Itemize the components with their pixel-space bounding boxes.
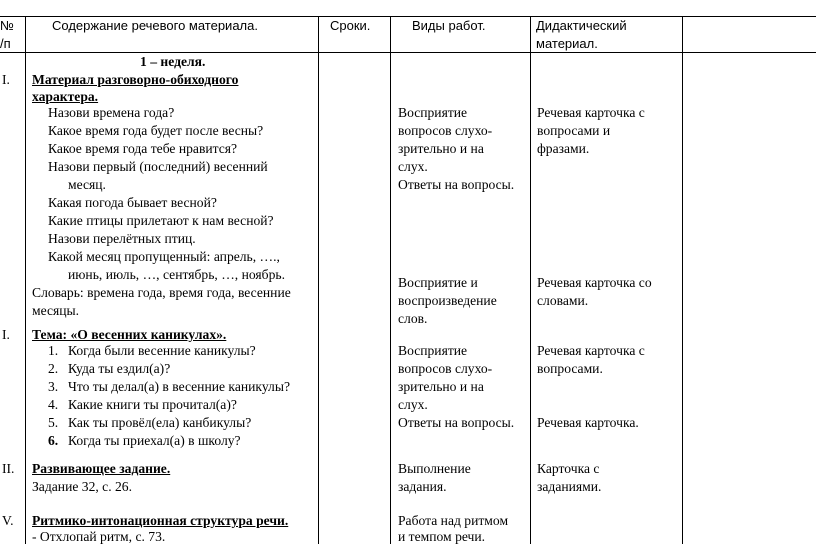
material-line: Карточка с xyxy=(537,461,600,476)
vocabulary-line-1: Словарь: времена года, время года, весенние xyxy=(32,285,291,300)
material-line: фразами. xyxy=(537,141,590,156)
list-item: 6. Когда ты приехал(а) в школу? xyxy=(48,433,241,448)
section4-task: - Отхлопай ритм, с. 73. xyxy=(32,529,166,544)
header-work: Виды работ. xyxy=(412,18,486,33)
work-type-line: зрительно и на xyxy=(398,379,484,394)
material-line: словами. xyxy=(537,293,589,308)
work-type-line: вопросов слухо- xyxy=(398,123,493,138)
work-type-line: Восприятие xyxy=(398,105,468,120)
section1-title-1: Материал разговорно-обиходного xyxy=(32,72,239,87)
section2-title: Тема: «О весенних каникулах». xyxy=(32,327,227,342)
section4-roman: V. xyxy=(2,513,14,528)
material-line: Речевая карточка с xyxy=(537,343,645,358)
question-line: Какая погода бывает весной? xyxy=(48,195,217,210)
work-type-line: Ответы на вопросы. xyxy=(398,415,515,430)
work-type-line: Выполнение xyxy=(398,461,471,476)
question-line: Какое время года тебе нравится? xyxy=(48,141,238,156)
material-line: Речевая карточка со xyxy=(537,275,652,290)
column-divider-3 xyxy=(390,16,391,544)
work-type-line: слух. xyxy=(398,397,428,412)
question-line: Назови перелётных птиц. xyxy=(48,231,196,246)
header-num: № xyxy=(0,18,14,33)
list-item: 2. Куда ты ездил(а)? xyxy=(48,361,171,376)
work-type-line: воспроизведение xyxy=(398,293,497,308)
work-type-line: слух. xyxy=(398,159,428,174)
header-num-2: /п xyxy=(0,36,11,51)
work-type-line: Работа над ритмом xyxy=(398,513,509,528)
week-heading: 1 – неделя. xyxy=(140,54,206,69)
work-type-line: слов. xyxy=(398,311,428,326)
question-line: месяц. xyxy=(68,177,106,192)
material-line: заданиями. xyxy=(537,479,602,494)
question-line: Какое время года будет после весны? xyxy=(48,123,264,138)
list-item: 4. Какие книги ты прочитал(а)? xyxy=(48,397,237,412)
material-line: вопросами и xyxy=(537,123,611,138)
material-line: вопросами. xyxy=(537,361,603,376)
section3-title: Развивающее задание. xyxy=(32,461,171,476)
list-item: 5. Как ты провёл(ела) канбикулы? xyxy=(48,415,252,430)
question-line: Назови времена года? xyxy=(48,105,175,120)
header-didactic-2: материал. xyxy=(536,36,598,51)
section3-roman: II. xyxy=(2,461,15,476)
question-line: Какие птицы прилетают к нам весной? xyxy=(48,213,274,228)
header-row-divider xyxy=(0,52,816,53)
section1-roman: I. xyxy=(2,72,10,87)
work-type-line: Восприятие xyxy=(398,343,468,358)
list-item: 3. Что ты делал(а) в весенние каникулы? xyxy=(48,379,290,394)
material-line: Речевая карточка с xyxy=(537,105,645,120)
work-type-line: зрительно и на xyxy=(398,141,484,156)
header-didactic-1: Дидактический xyxy=(536,18,627,33)
work-type-line: Восприятие и xyxy=(398,275,478,290)
work-type-line: Ответы на вопросы. xyxy=(398,177,515,192)
column-divider-4 xyxy=(530,16,531,544)
list-item: 1. Когда были весенние каникулы? xyxy=(48,343,256,358)
question-line: Назови первый (последний) весенний xyxy=(48,159,268,174)
work-type-line: и темпом речи. xyxy=(398,529,486,544)
section1-title-2: характера. xyxy=(32,89,99,104)
column-divider-1 xyxy=(25,16,26,544)
header-dates: Сроки. xyxy=(330,18,371,33)
question-line: июнь, июль, …, сентябрь, …, ноябрь. xyxy=(68,267,285,282)
vocabulary-line-2: месяцы. xyxy=(32,303,80,318)
work-type-line: задания. xyxy=(398,479,447,494)
section2-roman: I. xyxy=(2,327,10,342)
material-line: Речевая карточка. xyxy=(537,415,639,430)
column-divider-5 xyxy=(682,16,683,544)
header-content: Содержание речевого материала. xyxy=(52,18,258,33)
question-line: Какой месяц пропущенный: апрель, …., xyxy=(48,249,280,264)
work-type-line: вопросов слухо- xyxy=(398,361,493,376)
section3-task: Задание 32, с. 26. xyxy=(32,479,132,494)
column-divider-2 xyxy=(318,16,319,544)
section4-title: Ритмико-интонационная структура речи. xyxy=(32,513,289,528)
